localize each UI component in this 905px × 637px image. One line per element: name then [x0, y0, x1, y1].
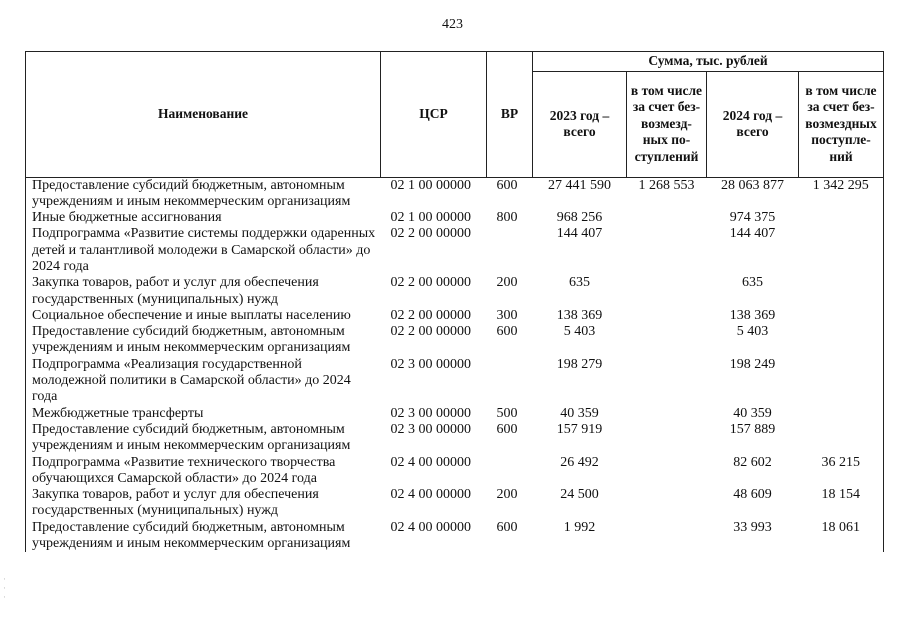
row-name: Предоставление субсидий бюджетным, автономным учреждениям и иным некоммерческим организациям	[26, 520, 381, 553]
row-csr: 02 2 00 00000	[390, 275, 471, 291]
row-name: Предоставление субсидий бюджетным, автономным учреждениям и иным некоммерческим организациям	[26, 177, 381, 210]
table-row	[26, 226, 884, 275]
row-csr: 02 4 00 00000	[390, 454, 471, 470]
row-2024-gratuitous	[799, 406, 884, 422]
header-2023-total: 2023 год – всего	[533, 71, 627, 177]
row-vr: 500	[496, 405, 518, 421]
row-csr: 02 3 00 00000	[390, 421, 471, 437]
row-2023-gratuitous	[627, 455, 707, 488]
header-csr: ЦСР	[381, 52, 487, 178]
row-2024-gratuitous: 1 342 295	[799, 177, 884, 210]
row-2024-gratuitous	[799, 324, 884, 357]
row-2024-gratuitous	[799, 357, 884, 406]
row-2024-total: 5 403	[736, 324, 769, 340]
row-name: Иные бюджетные ассигнования	[26, 210, 381, 226]
row-2023-gratuitous	[627, 275, 707, 308]
row-2024-gratuitous: 18 154	[799, 487, 884, 520]
header-2024-total: 2024 год – всего	[707, 71, 799, 177]
row-2023-gratuitous	[627, 308, 707, 324]
row-name: Социальное обеспечение и иные выплаты населению	[26, 308, 381, 324]
row-2024-total: 144 407	[729, 226, 776, 242]
header-name: Наименование	[26, 52, 381, 178]
row-vr: 200	[496, 275, 518, 291]
row-2024-total: 48 609	[733, 487, 772, 503]
row-csr: 02 2 00 00000	[390, 307, 471, 323]
row-2023-gratuitous	[627, 422, 707, 455]
table-row	[26, 275, 884, 308]
table-row	[26, 520, 884, 553]
page-number: 423	[442, 17, 463, 32]
row-2024-total: 138 369	[729, 307, 776, 323]
row-name: Закупка товаров, работ и услуг для обеспечения государственных (муниципальных) нужд	[26, 275, 381, 308]
row-2024-gratuitous: 36 215	[799, 455, 884, 488]
row-csr: 02 4 00 00000	[390, 519, 471, 535]
row-csr: 02 1 00 00000	[390, 177, 471, 193]
row-name: Предоставление субсидий бюджетным, автономным учреждениям и иным некоммерческим организациям	[26, 324, 381, 357]
table-row	[26, 324, 884, 357]
row-name: Подпрограмма «Развитие технического творчества обучающихся Самарской области» до 2024 года	[26, 455, 381, 488]
header-vr: ВР	[487, 52, 533, 178]
table-row	[26, 422, 884, 455]
row-2024-total: 198 249	[729, 356, 776, 372]
row-csr: 02 3 00 00000	[390, 405, 471, 421]
row-2023-total: 198 279	[556, 356, 603, 372]
row-2023-total: 138 369	[556, 307, 603, 323]
row-csr: 02 1 00 00000	[390, 210, 471, 226]
row-2024-total: 82 602	[733, 454, 772, 470]
row-2024-gratuitous	[799, 210, 884, 226]
row-vr: 600	[496, 421, 518, 437]
row-2023-gratuitous	[627, 406, 707, 422]
row-2024-total: 974 375	[729, 210, 776, 226]
row-name: Подпрограмма «Развитие системы поддержки одаренных детей и талантливой молодежи в Самарской области» до 2024 года	[26, 226, 381, 275]
row-2024-total: 33 993	[733, 519, 772, 535]
row-name: Подпрограмма «Реализация государственной молодежной политики в Самарской области» до 2024 года	[26, 357, 381, 406]
row-name: Закупка товаров, работ и услуг для обеспечения государственных (муниципальных) нужд	[26, 487, 381, 520]
header-2023-gratuitous: в том числе за счет без-возмезд-ных по-ступлений	[627, 71, 707, 177]
row-vr: 600	[496, 519, 518, 535]
row-vr: 800	[496, 210, 518, 226]
row-2024-total: 28 063 877	[721, 177, 784, 193]
table-row	[26, 487, 884, 520]
row-2023-total: 144 407	[556, 226, 603, 242]
row-2023-gratuitous	[627, 520, 707, 553]
row-2023-total: 40 359	[560, 405, 599, 421]
row-2023-total: 5 403	[563, 324, 596, 340]
row-2023-gratuitous	[627, 487, 707, 520]
row-vr: 300	[496, 307, 518, 323]
row-2023-gratuitous: 1 268 553	[638, 177, 695, 193]
row-name: Межбюджетные трансферты	[26, 406, 381, 422]
row-csr: 02 3 00 00000	[390, 356, 471, 372]
row-2023-total: 24 500	[560, 487, 599, 503]
row-2024-gratuitous: 18 061	[799, 520, 884, 553]
row-2023-total: 968 256	[556, 210, 603, 226]
row-2024-total: 635	[742, 275, 763, 291]
row-2024-gratuitous	[799, 275, 884, 308]
table-row	[26, 308, 884, 324]
row-2023-gratuitous	[627, 210, 707, 226]
table-row	[26, 177, 884, 210]
row-2023-total: 635	[569, 275, 590, 291]
row-name: Предоставление субсидий бюджетным, автономным учреждениям и иным некоммерческим организациям	[26, 422, 381, 455]
row-vr: 200	[496, 487, 518, 503]
table-body	[26, 177, 884, 552]
table-row	[26, 406, 884, 422]
row-2023-gratuitous	[627, 324, 707, 357]
budget-table	[25, 51, 884, 552]
row-2024-gratuitous	[799, 308, 884, 324]
row-vr	[487, 357, 533, 406]
row-2023-total: 27 441 590	[548, 177, 611, 193]
row-2023-gratuitous	[627, 226, 707, 275]
header-sum-group: Сумма, тыс. рублей	[533, 52, 884, 72]
table-row	[26, 455, 884, 488]
row-vr	[487, 226, 533, 275]
table-row	[26, 210, 884, 226]
row-vr: 600	[496, 324, 518, 340]
row-csr: 02 2 00 00000	[390, 324, 471, 340]
row-2023-total: 26 492	[560, 454, 599, 470]
row-2023-total: 1 992	[563, 519, 596, 535]
scan-edge-mark: · · ·	[3, 574, 6, 602]
table-row	[26, 357, 884, 406]
header-2024-gratuitous: в том числе за счет без-возмездных поступле-ний	[799, 71, 884, 177]
row-csr: 02 2 00 00000	[390, 226, 471, 242]
row-2024-total: 40 359	[733, 405, 772, 421]
row-2023-total: 157 919	[556, 421, 603, 437]
row-2024-total: 157 889	[729, 421, 776, 437]
row-csr: 02 4 00 00000	[390, 487, 471, 503]
row-2024-gratuitous	[799, 422, 884, 455]
row-2023-gratuitous	[627, 357, 707, 406]
row-vr: 600	[496, 177, 518, 193]
row-vr	[487, 455, 533, 488]
row-2024-gratuitous	[799, 226, 884, 275]
